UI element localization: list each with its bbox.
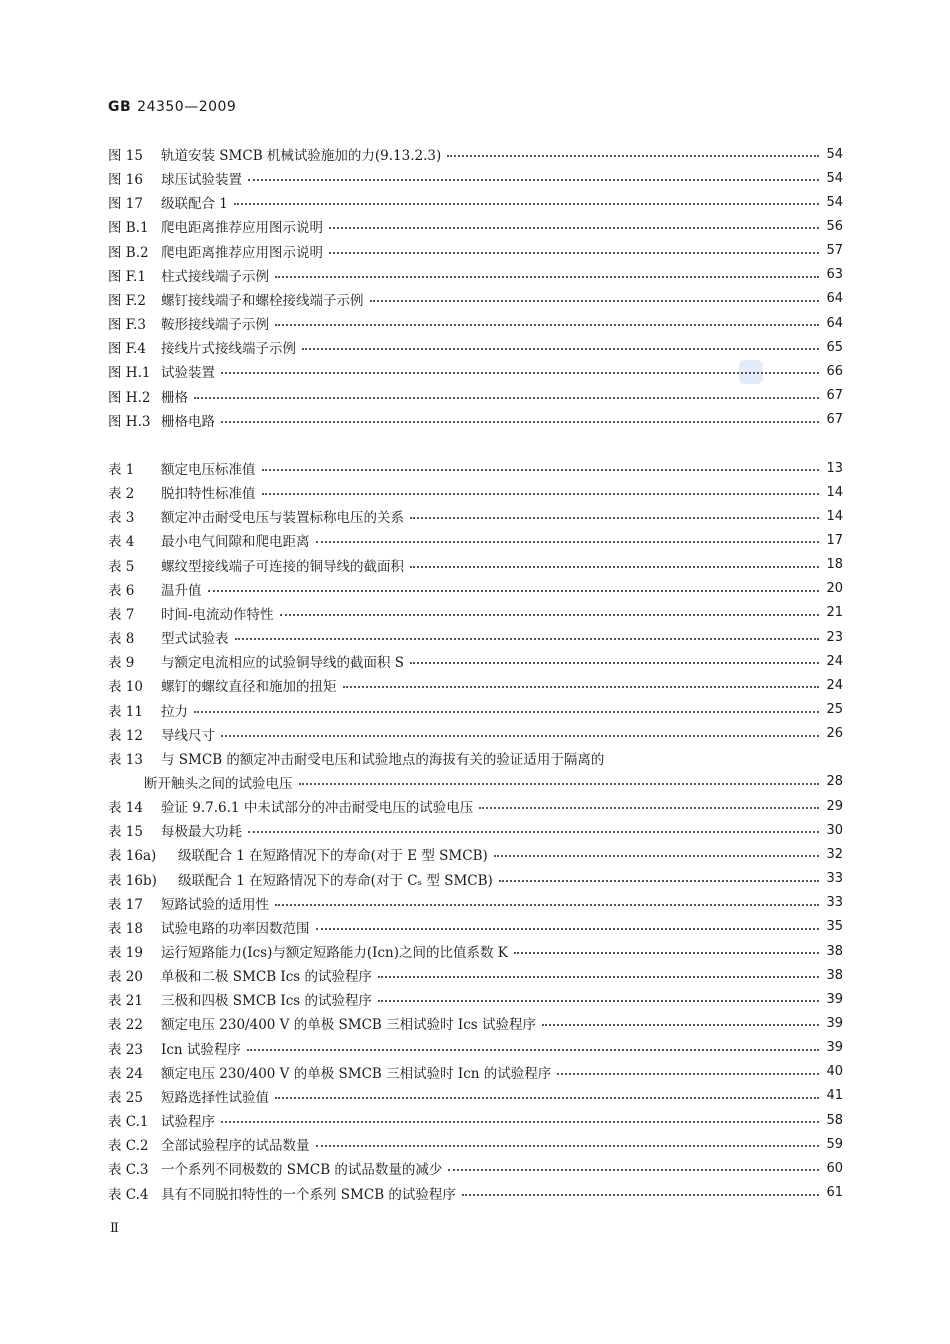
toc-entry-page: 39 xyxy=(826,1040,843,1056)
toc-leader-dots xyxy=(248,179,819,181)
toc-entry-label: 表 C.3 xyxy=(108,1162,149,1179)
toc-entry-label: 表 17 xyxy=(108,896,143,913)
toc-entry-title: 额定冲击耐受电压与装置标称电压的关系 xyxy=(161,510,404,527)
toc-entry-label: 表 25 xyxy=(108,1089,143,1106)
toc-entry[interactable] xyxy=(108,263,843,287)
toc-entry-page: 17 xyxy=(826,532,843,548)
toc-entry-page: 20 xyxy=(826,581,843,597)
toc-leader-dots xyxy=(447,155,819,157)
toc-leader-dots xyxy=(208,590,820,592)
toc-entry-page: 24 xyxy=(826,677,843,693)
toc-entry-title: Icn 试验程序 xyxy=(161,1041,241,1058)
toc-leader-dots xyxy=(448,1169,819,1171)
toc-entry-page: 67 xyxy=(826,388,843,403)
toc-entry[interactable] xyxy=(108,1084,843,1108)
toc-entry-label: 图 F.1 xyxy=(108,268,146,285)
toc-leader-dots xyxy=(479,807,819,809)
toc-entry[interactable] xyxy=(108,239,843,263)
toc-entry[interactable] xyxy=(108,359,843,383)
toc-leader-dots xyxy=(316,1145,820,1147)
toc-leader-dots xyxy=(275,324,819,326)
toc-entry-page: 18 xyxy=(826,557,843,573)
toc-entry-label: 表 3 xyxy=(108,510,135,527)
toc-entry-title: 爬电距离推荐应用图示说明 xyxy=(161,244,323,261)
toc-entry-label: 表 7 xyxy=(108,606,135,623)
toc-entry-page: 58 xyxy=(826,1112,843,1128)
toc-entry-label: 表 21 xyxy=(108,993,143,1010)
toc-entry-label: 表 18 xyxy=(108,920,143,937)
toc-entry-page: 38 xyxy=(826,943,843,959)
toc-entry[interactable] xyxy=(108,480,843,504)
toc-leader-dots xyxy=(275,904,819,906)
toc-entry-title: 级联配合 1 在短路情况下的寿命(对于 Cₛ 型 SMCB) xyxy=(178,872,493,889)
toc-entry-page: 29 xyxy=(826,798,843,814)
toc-entry[interactable] xyxy=(108,1011,843,1035)
toc-leader-dots xyxy=(262,469,820,471)
toc-entry-page: 64 xyxy=(826,291,843,307)
toc-leader-dots xyxy=(494,855,819,857)
toc-entry-title: 全部试验程序的试品数量 xyxy=(161,1138,310,1155)
toc-leader-dots xyxy=(248,831,819,833)
toc-entry[interactable] xyxy=(108,939,843,963)
toc-entry-label: 表 14 xyxy=(108,800,143,817)
toc-entry-label: 表 6 xyxy=(108,582,135,599)
toc-entry-page: 67 xyxy=(826,412,843,428)
toc-entry-label: 图 15 xyxy=(108,148,143,164)
toc-leader-dots xyxy=(378,976,819,978)
toc-entry-title: 级联配合 1 xyxy=(161,196,228,213)
toc-entry-label: 图 16 xyxy=(108,172,143,189)
toc-entry-title: 额定电压 230/400 V 的单极 SMCB 三相试验时 Icn 的试验程序 xyxy=(161,1065,552,1082)
standard-number: 24350—2009 xyxy=(137,99,237,115)
toc-entry[interactable] xyxy=(108,698,843,722)
toc-entry-title: 时间-电流动作特性 xyxy=(161,606,274,623)
toc-entry-title: 螺钉的螺纹直径和施加的扭矩 xyxy=(161,679,337,696)
toc-leader-dots xyxy=(235,638,820,640)
toc-entry-title: 具有不同脱扣特性的一个系列 SMCB 的试验程序 xyxy=(161,1186,456,1203)
toc-entry-label: 表 10 xyxy=(108,679,143,696)
toc-leader-dots xyxy=(299,783,820,785)
toc-entry-label: 图 H.2 xyxy=(108,389,151,406)
toc-entry[interactable] xyxy=(108,649,843,673)
toc-entry-page: 61 xyxy=(826,1185,843,1200)
toc-entry-title: 与 SMCB 的额定冲击耐受电压和试验地点的海拔有关的验证适用于隔离的 xyxy=(161,751,605,768)
toc-entry-title: 爬电距离推荐应用图示说明 xyxy=(161,220,323,237)
toc-entry-label: 图 F.2 xyxy=(108,292,146,309)
toc-entry-label: 表 4 xyxy=(108,534,135,551)
toc-entry-page: 54 xyxy=(826,194,843,210)
toc-entry-title: 一个系列不同极数的 SMCB 的试品数量的减少 xyxy=(161,1162,443,1179)
toc-entry[interactable] xyxy=(108,1156,843,1180)
toc-entry-title: 单极和二极 SMCB Ics 的试验程序 xyxy=(161,969,373,986)
toc-entry-label: 表 23 xyxy=(108,1041,143,1058)
toc-leader-dots xyxy=(316,541,820,543)
toc-entry-title: 球压试验装置 xyxy=(161,172,242,189)
toc-entry-title: 拉力 xyxy=(161,703,188,720)
toc-entry-title: 螺纹型接线端子可连接的铜导线的截面积 xyxy=(161,558,404,575)
toc-entry-label: 表 24 xyxy=(108,1065,143,1082)
toc-entry-title: 鞍形接线端子示例 xyxy=(161,317,269,334)
toc-entry[interactable] xyxy=(108,408,843,432)
toc-entry[interactable] xyxy=(108,1181,843,1205)
toc-entry-page: 41 xyxy=(826,1088,843,1104)
toc-leader-dots xyxy=(194,397,819,399)
toc-entry-page: 32 xyxy=(826,846,843,862)
toc-entry[interactable] xyxy=(108,577,843,601)
toc-leader-dots xyxy=(542,1024,819,1026)
toc-leader-dots xyxy=(462,1194,819,1196)
toc-entry[interactable] xyxy=(108,746,843,770)
toc-entry-page: 14 xyxy=(826,484,843,500)
toc-entry-title: 接线片式接线端子示例 xyxy=(161,341,296,358)
toc-entry-title: 运行短路能力(Ics)与额定短路能力(Icn)之间的比值系数 K xyxy=(161,945,508,961)
toc-entry-page: 30 xyxy=(826,822,843,838)
toc-entry[interactable] xyxy=(108,384,843,408)
toc-entry[interactable] xyxy=(108,915,843,939)
toc-entry-page: 60 xyxy=(826,1160,843,1176)
toc-leader-dots xyxy=(275,1097,819,1099)
toc-entry-page: 38 xyxy=(826,967,843,983)
toc-entry-page: 54 xyxy=(826,146,843,162)
toc-entry[interactable] xyxy=(108,625,843,649)
toc-entry[interactable] xyxy=(108,287,843,311)
toc-entry-label: 表 1 xyxy=(108,462,135,478)
toc-entry[interactable] xyxy=(108,963,843,987)
toc-entry-title: 短路试验的适用性 xyxy=(161,896,269,913)
toc-entry[interactable] xyxy=(108,1132,843,1156)
toc-entry[interactable] xyxy=(108,1108,843,1132)
toc-entry-title: 轨道安装 SMCB 机械试验施加的力(9.13.2.3) xyxy=(161,148,442,164)
toc-entry[interactable] xyxy=(108,770,843,794)
toc-entry-title: 栅格电路 xyxy=(161,413,215,430)
toc-leader-dots xyxy=(410,517,819,519)
toc-entry-label: 表 13 xyxy=(108,751,143,768)
toc-entry-page: 59 xyxy=(826,1136,843,1152)
toc-leader-dots xyxy=(194,711,819,713)
toc-entry-label: 图 B.2 xyxy=(108,244,149,261)
toc-entry[interactable] xyxy=(108,553,843,577)
toc-leader-dots xyxy=(234,203,819,205)
toc-entry-title: 栅格 xyxy=(161,389,188,406)
toc-entry[interactable] xyxy=(108,528,843,552)
toc-leader-dots xyxy=(557,1073,819,1075)
toc-entry-label: 表 2 xyxy=(108,486,135,503)
toc-entry-title: 三极和四极 SMCB Ics 的试验程序 xyxy=(161,993,373,1010)
document-header xyxy=(108,99,236,115)
toc-entry[interactable] xyxy=(108,867,843,891)
toc-entry[interactable] xyxy=(108,214,843,238)
toc-entry-page: 33 xyxy=(826,895,843,911)
toc-entry-label: 图 F.3 xyxy=(108,317,146,334)
toc-entry-page: 64 xyxy=(826,315,843,331)
toc-entry-page: 40 xyxy=(826,1064,843,1080)
toc-leader-dots xyxy=(343,686,820,688)
toc-entry-page: 35 xyxy=(826,919,843,935)
toc-entry[interactable] xyxy=(108,190,843,214)
toc-entry[interactable] xyxy=(108,842,843,866)
toc-entry-title: 柱式接线端子示例 xyxy=(161,268,269,285)
toc-entry-label: 图 H.3 xyxy=(108,413,151,430)
toc-entry-label: 表 20 xyxy=(108,969,143,986)
toc-entry-title: 验证 9.7.6.1 中未试部分的冲击耐受电压的试验电压 xyxy=(161,800,474,817)
toc-entry-label: 表 5 xyxy=(108,558,135,575)
toc-leader-dots xyxy=(329,227,819,229)
toc-entry-title: 脱扣特性标准值 xyxy=(161,486,256,503)
toc-leader-dots xyxy=(370,300,820,302)
toc-entry-title: 级联配合 1 在短路情况下的寿命(对于 E 型 SMCB) xyxy=(178,848,488,865)
toc-leader-dots xyxy=(302,348,819,350)
toc-entry-label: 表 16b) xyxy=(108,872,157,889)
toc-entry[interactable] xyxy=(108,166,843,190)
toc-leader-dots xyxy=(514,952,819,954)
toc-entry-label: 表 11 xyxy=(108,703,143,720)
toc-entry-title: 每极最大功耗 xyxy=(161,824,242,841)
toc-entry-title: 短路选择性试验值 xyxy=(161,1089,269,1106)
toc-entry-label: 图 F.4 xyxy=(108,341,146,358)
toc-entry-title: 导线尺寸 xyxy=(161,727,215,744)
toc-entry[interactable] xyxy=(108,311,843,335)
toc-entry-title: 与额定电流相应的试验铜导线的截面积 S xyxy=(161,655,405,672)
toc-entry-page: 26 xyxy=(826,726,843,742)
toc-entry-title: 断开触头之间的试验电压 xyxy=(144,775,293,792)
toc-leader-dots xyxy=(221,372,819,374)
toc-leader-dots xyxy=(221,735,819,737)
toc-entry-page: 56 xyxy=(826,218,843,234)
toc-leader-dots xyxy=(221,421,819,423)
toc-entry-label: 图 17 xyxy=(108,196,143,213)
toc-entry-title: 最小电气间隙和爬电距离 xyxy=(161,534,310,551)
toc-leader-dots xyxy=(410,662,819,664)
toc-leader-dots xyxy=(316,928,820,930)
toc-entry-page: 39 xyxy=(826,1015,843,1031)
toc-leader-dots xyxy=(280,614,819,616)
toc-entry-page: 24 xyxy=(826,653,843,669)
toc-entry-page: 33 xyxy=(826,871,843,887)
toc-entry-title: 试验装置 xyxy=(161,365,215,382)
toc-entry-title: 额定电压标准值 xyxy=(161,462,256,478)
toc-entry[interactable] xyxy=(108,456,843,480)
toc-leader-dots xyxy=(499,880,819,882)
toc-entry-page: 21 xyxy=(826,605,843,621)
toc-entry-label: 表 C.1 xyxy=(108,1114,149,1131)
toc-entry-page: 13 xyxy=(826,460,843,476)
page-number: Ⅱ xyxy=(110,1221,119,1236)
toc-entry[interactable] xyxy=(108,794,843,818)
toc-entry-label: 表 8 xyxy=(108,631,135,648)
toc-entry-label: 表 15 xyxy=(108,824,143,841)
toc-entry-title: 试验程序 xyxy=(161,1114,215,1131)
toc-entry-label: 图 B.1 xyxy=(108,220,149,237)
toc-entry[interactable] xyxy=(108,722,843,746)
toc-entry-title: 试验电路的功率因数范围 xyxy=(161,920,310,937)
toc-leader-dots xyxy=(378,1000,819,1002)
toc-entry-page: 23 xyxy=(826,629,843,645)
toc-entry-label: 表 19 xyxy=(108,945,143,961)
toc-entry-page: 25 xyxy=(826,702,843,717)
toc-entry-page: 57 xyxy=(826,243,843,259)
toc-entry[interactable] xyxy=(108,987,843,1011)
toc-entry-page: 65 xyxy=(826,339,843,355)
toc-entry-page: 39 xyxy=(826,991,843,1007)
toc-entry-page: 28 xyxy=(826,774,843,790)
toc-entry[interactable] xyxy=(108,504,843,528)
toc-entry[interactable] xyxy=(108,673,843,697)
toc-entry-page: 54 xyxy=(826,170,843,186)
toc-entry[interactable] xyxy=(108,142,843,166)
toc-entry-label: 表 C.2 xyxy=(108,1138,149,1155)
toc-entry-label: 表 22 xyxy=(108,1017,143,1034)
toc-leader-dots xyxy=(275,276,819,278)
toc-entry-page: 14 xyxy=(826,508,843,524)
toc-entry[interactable] xyxy=(108,335,843,359)
toc-leader-dots xyxy=(221,1121,819,1123)
toc-leader-dots xyxy=(247,1049,819,1051)
toc-entry-title: 螺钉接线端子和螺栓接线端子示例 xyxy=(161,292,364,309)
toc-leader-dots xyxy=(410,566,819,568)
toc-entry-page: 66 xyxy=(826,363,843,379)
toc-entry-title: 温升值 xyxy=(161,582,202,599)
toc-leader-dots xyxy=(329,252,819,254)
toc-entry-title: 额定电压 230/400 V 的单极 SMCB 三相试验时 Ics 试验程序 xyxy=(161,1017,537,1034)
toc-entry[interactable] xyxy=(108,1036,843,1060)
toc-entry-label: 表 9 xyxy=(108,655,135,672)
toc-entry-label: 图 H.1 xyxy=(108,365,151,382)
toc-entry[interactable] xyxy=(108,818,843,842)
toc-entry[interactable] xyxy=(108,601,843,625)
toc-entry[interactable] xyxy=(108,891,843,915)
toc-entry-title: 型式试验表 xyxy=(161,631,229,648)
toc-entry-label: 表 12 xyxy=(108,727,143,744)
toc-leader-dots xyxy=(262,493,820,495)
toc-entry-label: 表 C.4 xyxy=(108,1186,149,1203)
toc-entry-label: 表 16a) xyxy=(108,848,157,865)
toc-entry-page: 63 xyxy=(826,267,843,283)
standard-code: GB xyxy=(108,99,132,115)
toc-entry[interactable] xyxy=(108,1060,843,1084)
